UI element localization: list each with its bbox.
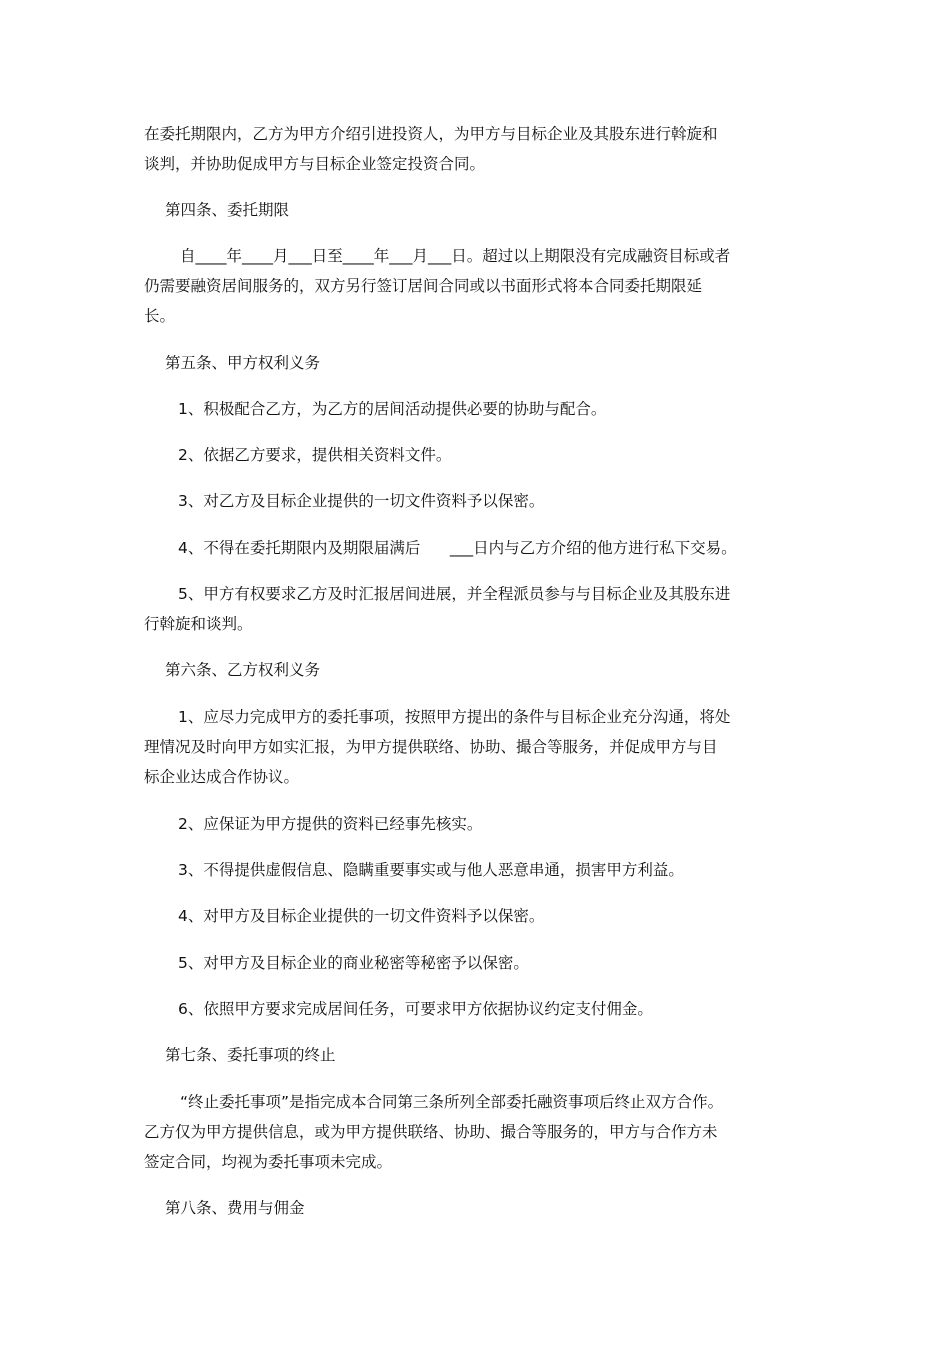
paragraph-line: 乙方仅为甲方提供信息，或为甲方提供联络、协助、撮合等服务的，甲方与合作方未 (144, 1123, 718, 1141)
paragraph-line: 长。 (144, 307, 176, 325)
list-item: 1、积极配合乙方，为乙方的居间活动提供必要的协助与配合。 (178, 400, 607, 418)
list-item: 4、不得在委托期限内及期限届满后 ___日内与乙方介绍的他方进行私下交易。 (178, 539, 737, 557)
paragraph-line: 理情况及时向甲方如实汇报，为甲方提供联络、协助、撮合等服务，并促成甲方与目 (144, 738, 718, 756)
paragraph-line: 谈判，并协助促成甲方与目标企业签定投资合同。 (144, 155, 486, 173)
section-heading-8: 第八条、费用与佣金 (165, 1199, 305, 1217)
list-item: 2、应保证为甲方提供的资料已经事先核实。 (178, 815, 483, 833)
section-heading-5: 第五条、甲方权利义务 (165, 354, 321, 372)
list-item: 3、不得提供虚假信息、隐瞒重要事实或与他人恶意串通，损害甲方利益。 (178, 861, 684, 879)
list-item: 5、甲方有权要求乙方及时汇报居间进展，并全程派员参与与目标企业及其股东进 (178, 585, 731, 603)
list-item: 4、对甲方及目标企业提供的一切文件资料予以保密。 (178, 907, 545, 925)
paragraph-line: 在委托期限内，乙方为甲方介绍引进投资人，为甲方与目标企业及其股东进行斡旋和 (144, 125, 718, 143)
paragraph-line: 签定合同，均视为委托事项未完成。 (144, 1153, 393, 1171)
list-item: 5、对甲方及目标企业的商业秘密等秘密予以保密。 (178, 954, 529, 972)
paragraph-line: 自____年____月___日至____年___月___日。超过以上期限没有完成融资目标或者 (180, 247, 731, 265)
paragraph-line: 标企业达成合作协议。 (144, 768, 300, 786)
section-heading-7: 第七条、委托事项的终止 (165, 1046, 336, 1064)
paragraph-line: 行斡旋和谈判。 (144, 615, 253, 633)
section-heading-6: 第六条、乙方权利义务 (165, 661, 321, 679)
section-heading-4: 第四条、委托期限 (165, 201, 290, 219)
paragraph-line: 仍需要融资居间服务的，双方另行签订居间合同或以书面形式将本合同委托期限延 (144, 277, 703, 295)
list-item: 6、依照甲方要求完成居间任务，可要求甲方依据协议约定支付佣金。 (178, 1000, 653, 1018)
list-item: 2、依据乙方要求，提供相关资料文件。 (178, 446, 452, 464)
paragraph-line: “终止委托事项”是指完成本合同第三条所列全部委托融资事项后终止双方合作。 (180, 1093, 724, 1111)
list-item: 3、对乙方及目标企业提供的一切文件资料予以保密。 (178, 492, 545, 510)
list-item: 1、应尽力完成甲方的委托事项，按照甲方提出的条件与目标企业充分沟通，将处 (178, 708, 731, 726)
